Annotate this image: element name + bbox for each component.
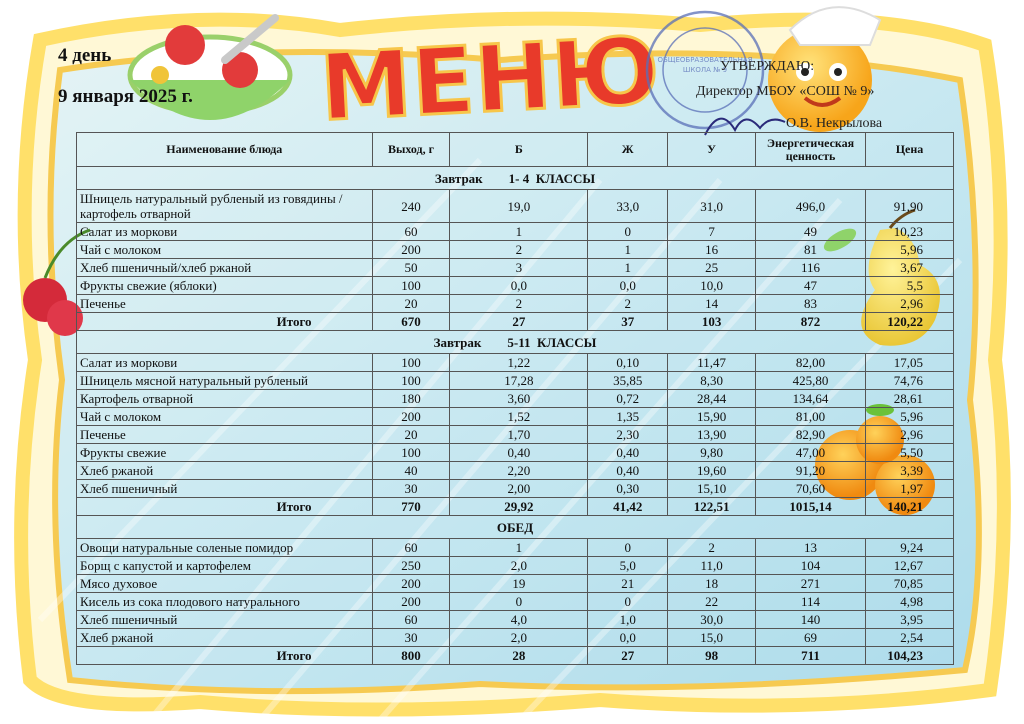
cell-value: 10,0 — [668, 277, 756, 295]
total-label: Итого — [77, 647, 373, 665]
cell-value: 3,60 — [450, 390, 588, 408]
cell-value: 70,60 — [756, 480, 866, 498]
cell-value: 91,20 — [756, 462, 866, 480]
table-row — [77, 611, 954, 629]
dish-name: Печенье — [77, 295, 373, 313]
cell-value: 1,52 — [450, 408, 588, 426]
cell-value: 7 — [668, 223, 756, 241]
total-value: 711 — [756, 647, 866, 665]
cell-value: 2,0 — [450, 629, 588, 647]
cell-value: 114 — [756, 593, 866, 611]
cell-value: 15,10 — [668, 480, 756, 498]
cell-value: 83 — [756, 295, 866, 313]
cell-value: 2 — [668, 539, 756, 557]
cell-value: 33,0 — [588, 190, 668, 223]
cell-value: 60 — [372, 223, 450, 241]
total-label: Итого — [77, 498, 373, 516]
table-header-row — [77, 133, 954, 167]
dish-name: Мясо духовое — [77, 575, 373, 593]
dish-name: Картофель отварной — [77, 390, 373, 408]
cell-value: 2,00 — [450, 480, 588, 498]
dish-name: Овощи натуральные соленые помидор — [77, 539, 373, 557]
cell-value: 100 — [372, 372, 450, 390]
approve-title: УТВЕРЖДАЮ: — [720, 59, 815, 74]
cell-value: 271 — [756, 575, 866, 593]
table-row — [77, 444, 954, 462]
table-row — [77, 629, 954, 647]
column-header: Наименование блюда — [77, 133, 373, 167]
cell-value: 81 — [756, 241, 866, 259]
table-row — [77, 354, 954, 372]
section-title: Завтрак 5-11 КЛАССЫ — [77, 331, 954, 354]
total-value: 872 — [756, 313, 866, 331]
table-row — [77, 223, 954, 241]
cell-value: 5,5 — [865, 277, 953, 295]
total-value: 27 — [588, 647, 668, 665]
dish-name: Печенье — [77, 426, 373, 444]
total-value: 98 — [668, 647, 756, 665]
cell-value: 70,85 — [865, 575, 953, 593]
total-value: 41,42 — [588, 498, 668, 516]
day-label: 4 день — [58, 45, 112, 66]
cell-value: 496,0 — [756, 190, 866, 223]
table-row — [77, 259, 954, 277]
cell-value: 12,67 — [865, 557, 953, 575]
cell-value: 25 — [668, 259, 756, 277]
cell-value: 30 — [372, 480, 450, 498]
cell-value: 11,0 — [668, 557, 756, 575]
cell-value: 35,85 — [588, 372, 668, 390]
cell-value: 10,23 — [865, 223, 953, 241]
cell-value: 74,76 — [865, 372, 953, 390]
cell-value: 16 — [668, 241, 756, 259]
cell-value: 18 — [668, 575, 756, 593]
cell-value: 0,10 — [588, 354, 668, 372]
cell-value: 47 — [756, 277, 866, 295]
cell-value: 13 — [756, 539, 866, 557]
cell-value: 81,00 — [756, 408, 866, 426]
svg-text:ОБЩЕОБРАЗОВАТЕЛЬНАЯ: ОБЩЕОБРАЗОВАТЕЛЬНАЯ — [657, 56, 753, 64]
total-value: 770 — [372, 498, 450, 516]
dish-name: Хлеб пшеничный — [77, 611, 373, 629]
dish-name: Хлеб пшеничный — [77, 480, 373, 498]
total-row — [77, 647, 954, 665]
total-value: 28 — [450, 647, 588, 665]
cell-value: 0 — [588, 223, 668, 241]
cell-value: 21 — [588, 575, 668, 593]
cell-value: 3,39 — [865, 462, 953, 480]
cell-value: 104 — [756, 557, 866, 575]
cell-value: 9,24 — [865, 539, 953, 557]
cell-value: 2,54 — [865, 629, 953, 647]
cell-value: 14 — [668, 295, 756, 313]
table-row — [77, 390, 954, 408]
cell-value: 425,80 — [756, 372, 866, 390]
table-row — [77, 462, 954, 480]
cell-value: 3,67 — [865, 259, 953, 277]
total-value: 27 — [450, 313, 588, 331]
cell-value: 5,50 — [865, 444, 953, 462]
total-value: 140,21 — [865, 498, 953, 516]
cell-value: 28,44 — [668, 390, 756, 408]
total-value: 29,92 — [450, 498, 588, 516]
cell-value: 134,64 — [756, 390, 866, 408]
cell-value: 2 — [450, 295, 588, 313]
cell-value: 15,90 — [668, 408, 756, 426]
cell-value: 200 — [372, 241, 450, 259]
cell-value: 3 — [450, 259, 588, 277]
cell-value: 49 — [756, 223, 866, 241]
cell-value: 2,30 — [588, 426, 668, 444]
cell-value: 1,70 — [450, 426, 588, 444]
dish-name: Кисель из сока плодового натурального — [77, 593, 373, 611]
cell-value: 19 — [450, 575, 588, 593]
cell-value: 4,98 — [865, 593, 953, 611]
cell-value: 82,00 — [756, 354, 866, 372]
cell-value: 100 — [372, 277, 450, 295]
table-row — [77, 557, 954, 575]
cell-value: 2,96 — [865, 426, 953, 444]
approve-signer: О.В. Некрылова — [786, 116, 883, 131]
cell-value: 1,22 — [450, 354, 588, 372]
dish-name: Салат из моркови — [77, 354, 373, 372]
cell-value: 47,00 — [756, 444, 866, 462]
cell-value: 0,40 — [450, 444, 588, 462]
cell-value: 0,72 — [588, 390, 668, 408]
cell-value: 2,96 — [865, 295, 953, 313]
cell-value: 3,95 — [865, 611, 953, 629]
table-row — [77, 372, 954, 390]
cell-value: 50 — [372, 259, 450, 277]
cell-value: 0 — [588, 593, 668, 611]
dish-name: Салат из моркови — [77, 223, 373, 241]
cell-value: 11,47 — [668, 354, 756, 372]
dish-name: Хлеб ржаной — [77, 629, 373, 647]
menu-table — [76, 132, 954, 665]
column-header: Цена — [865, 133, 953, 167]
cell-value: 1,35 — [588, 408, 668, 426]
table-row — [77, 295, 954, 313]
cell-value: 82,90 — [756, 426, 866, 444]
cell-value: 0,0 — [588, 629, 668, 647]
cell-value: 13,90 — [668, 426, 756, 444]
cell-value: 200 — [372, 408, 450, 426]
cell-value: 100 — [372, 354, 450, 372]
cell-value: 0,40 — [588, 462, 668, 480]
cell-value: 1 — [588, 259, 668, 277]
cell-value: 20 — [372, 295, 450, 313]
dish-name: Шницель натуральный рубленый из говядины /картофель отварной — [77, 190, 373, 223]
cell-value: 2 — [588, 295, 668, 313]
cell-value: 30 — [372, 629, 450, 647]
section-title: ОБЕД — [77, 516, 954, 539]
dish-name: Шницель мясной натуральный рубленый — [77, 372, 373, 390]
cell-value: 31,0 — [668, 190, 756, 223]
cell-value: 17,05 — [865, 354, 953, 372]
cell-value: 60 — [372, 611, 450, 629]
svg-text:ШКОЛА № 9: ШКОЛА № 9 — [682, 66, 728, 74]
cell-value: 9,80 — [668, 444, 756, 462]
cell-value: 22 — [668, 593, 756, 611]
cell-value: 4,0 — [450, 611, 588, 629]
cell-value: 30,0 — [668, 611, 756, 629]
dish-name: Борщ с капустой и картофелем — [77, 557, 373, 575]
approve-director: Директор МБОУ «СОШ № 9» — [696, 84, 875, 99]
total-row — [77, 498, 954, 516]
cell-value: 0,0 — [588, 277, 668, 295]
cell-value: 91,90 — [865, 190, 953, 223]
cell-value: 1,0 — [588, 611, 668, 629]
cell-value: 40 — [372, 462, 450, 480]
total-value: 103 — [668, 313, 756, 331]
dish-name: Чай с молоком — [77, 408, 373, 426]
cell-value: 0,0 — [450, 277, 588, 295]
dish-name: Фрукты свежие — [77, 444, 373, 462]
cell-value: 240 — [372, 190, 450, 223]
total-value: 104,23 — [865, 647, 953, 665]
column-header: Б — [450, 133, 588, 167]
section-header-row — [77, 167, 954, 190]
table-row — [77, 277, 954, 295]
cell-value: 5,96 — [865, 408, 953, 426]
cell-value: 19,0 — [450, 190, 588, 223]
column-header: Выход, г — [372, 133, 450, 167]
cell-value: 17,28 — [450, 372, 588, 390]
table-row — [77, 593, 954, 611]
cell-value: 0 — [450, 593, 588, 611]
dish-name: Хлеб ржаной — [77, 462, 373, 480]
table-row — [77, 241, 954, 259]
cell-value: 1 — [588, 241, 668, 259]
cell-value: 200 — [372, 593, 450, 611]
total-label: Итого — [77, 313, 373, 331]
cell-value: 5,96 — [865, 241, 953, 259]
cell-value: 2,0 — [450, 557, 588, 575]
table-row — [77, 539, 954, 557]
column-header: У — [668, 133, 756, 167]
cell-value: 2 — [450, 241, 588, 259]
total-value: 120,22 — [865, 313, 953, 331]
total-value: 800 — [372, 647, 450, 665]
cell-value: 0,30 — [588, 480, 668, 498]
cell-value: 8,30 — [668, 372, 756, 390]
total-value: 122,51 — [668, 498, 756, 516]
cell-value: 19,60 — [668, 462, 756, 480]
dish-name: Хлеб пшеничный/хлеб ржаной — [77, 259, 373, 277]
cell-value: 28,61 — [865, 390, 953, 408]
table-row — [77, 575, 954, 593]
cell-value: 180 — [372, 390, 450, 408]
cell-value: 100 — [372, 444, 450, 462]
date-label: 9 января 2025 г. — [58, 86, 193, 107]
cell-value: 116 — [756, 259, 866, 277]
cell-value: 1 — [450, 539, 588, 557]
cell-value: 20 — [372, 426, 450, 444]
cell-value: 200 — [372, 575, 450, 593]
table-row — [77, 480, 954, 498]
table-row — [77, 426, 954, 444]
cell-value: 60 — [372, 539, 450, 557]
total-row — [77, 313, 954, 331]
column-header: Ж — [588, 133, 668, 167]
cell-value: 0,40 — [588, 444, 668, 462]
cell-value: 140 — [756, 611, 866, 629]
menu-logo — [317, 17, 662, 142]
dish-name: Чай с молоком — [77, 241, 373, 259]
cell-value: 0 — [588, 539, 668, 557]
total-value: 670 — [372, 313, 450, 331]
table-row — [77, 190, 954, 223]
section-header-row — [77, 516, 954, 539]
total-value: 1015,14 — [756, 498, 866, 516]
cell-value: 5,0 — [588, 557, 668, 575]
cell-value: 2,20 — [450, 462, 588, 480]
column-header: Энергетическая ценность — [756, 133, 866, 167]
total-value: 37 — [588, 313, 668, 331]
dish-name: Фрукты свежие (яблоки) — [77, 277, 373, 295]
cell-value: 1,97 — [865, 480, 953, 498]
cell-value: 15,0 — [668, 629, 756, 647]
table-row — [77, 408, 954, 426]
svg-text:МЕНЮ: МЕНЮ — [317, 17, 662, 142]
cell-value: 69 — [756, 629, 866, 647]
cell-value: 1 — [450, 223, 588, 241]
section-title: Завтрак 1- 4 КЛАССЫ — [77, 167, 954, 190]
section-header-row — [77, 331, 954, 354]
cell-value: 250 — [372, 557, 450, 575]
